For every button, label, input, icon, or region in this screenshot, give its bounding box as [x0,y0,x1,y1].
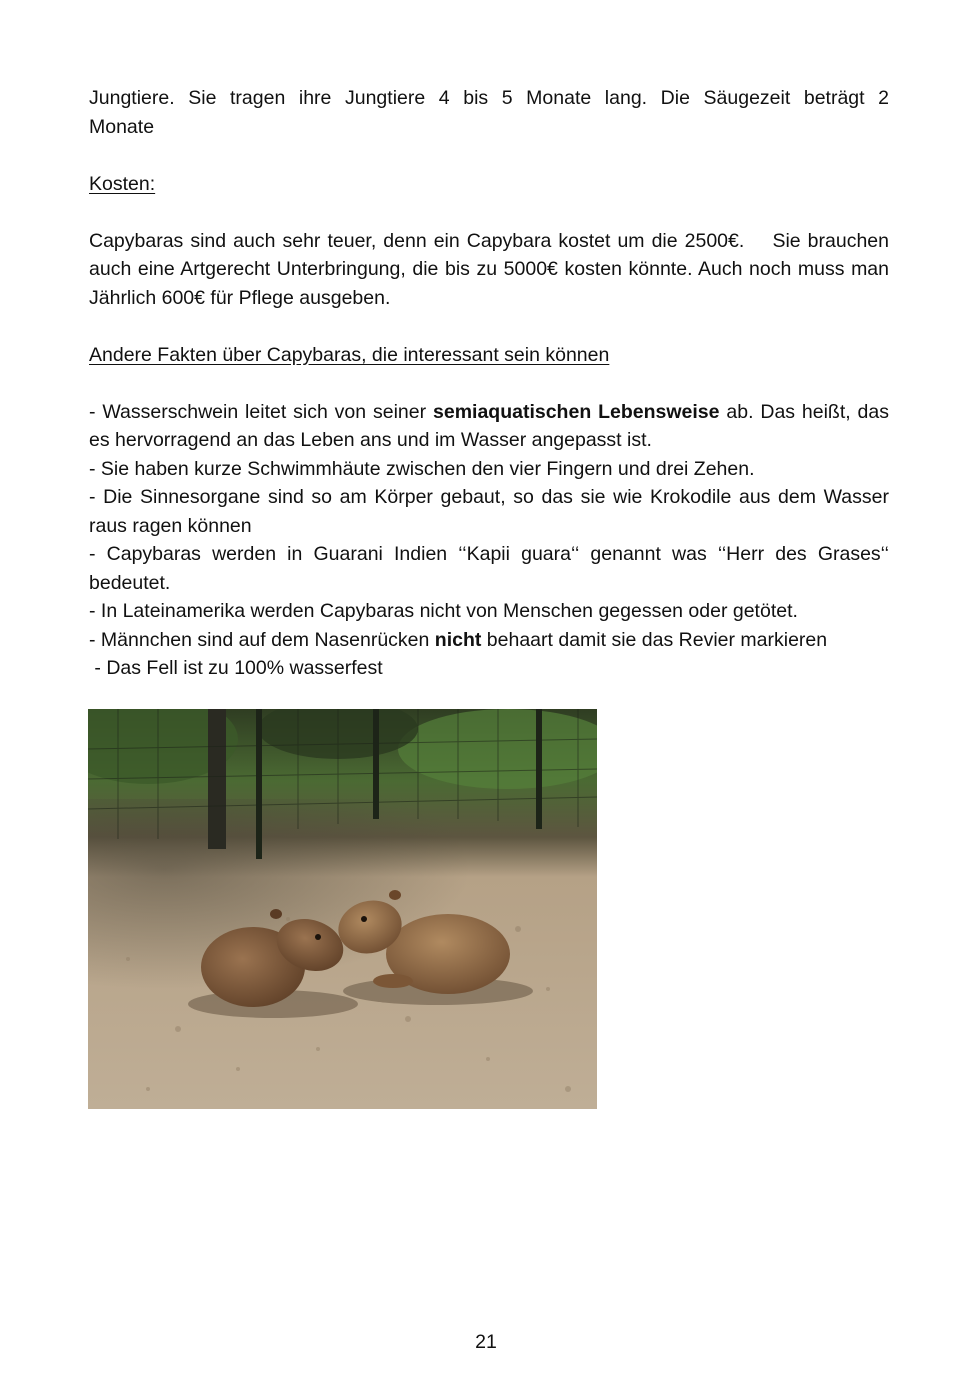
document-page [89,84,895,683]
fact-item-5: - In Lateinamerika werden Capybaras nicht von Menschen gegessen oder getötet. [89,600,798,622]
fact-item-7: - Das Fell ist zu 100% wasserfest [89,657,383,679]
intro-line-2: Monate [89,115,155,138]
fact-item-6 [89,626,889,655]
fact-item-6-start: - Männchen sind auf dem Nasenrücken [89,628,435,651]
kosten-heading: Kosten: [89,172,156,195]
fact-item-1 [89,398,889,455]
fact-item-6-bold: nicht [434,628,482,651]
page-number: 21 [475,1331,497,1353]
fact-item-3: - Die Sinnesorgane sind so am Körper gebaut, so das sie wie Krokodile aus dem Wasser raus ragen können [89,486,889,537]
fakten-heading: Andere Fakten über Capybaras, die interessant sein können [89,343,610,366]
fact-item-6-end: behaart damit sie das Revier markieren [481,628,828,651]
capybara-photo [88,709,597,1109]
fact-item-1-end: ab. Das heißt, das es hervorragend an das Leben ans und im Wasser angepasst ist. [89,400,890,451]
fact-item-2: - Sie haben kurze Schwimmhäute zwischen den vier Fingern und drei Zehen. [89,457,755,480]
intro-line-1: Jungtiere. Sie tragen ihre Jungtiere 4 bis 5 Monate lang. Die Säugezeit beträgt 2 [89,87,889,109]
fact-item-1-start: - Wasserschwein leitet sich von seiner [89,400,433,423]
fact-item-1-bold: semiaquatischen Lebensweise [433,400,720,423]
fact-item-4: - Capybaras werden in Guarani Indien ‘‘Kapii guara‘‘ genannt was ‘‘Herr des Grases‘‘ bedeutet. [89,543,889,594]
kosten-paragraph: Capybaras sind auch sehr teuer, denn ein Capybara kostet um die 2500€. Sie brauchen auch eine Artgerecht Unterbringung, die bis zu 5000€ kosten könnte. Auch noch muss man Jährlich 600€ für Pflege ausgeben. [89,229,895,309]
